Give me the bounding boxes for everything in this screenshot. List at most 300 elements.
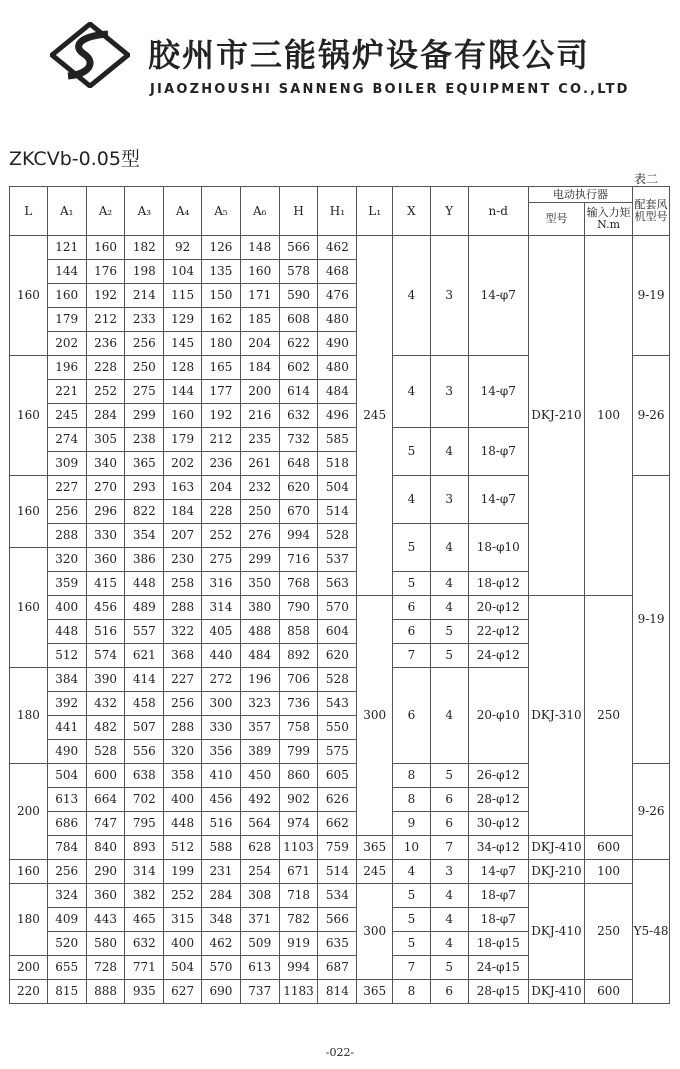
cell-A5: 456 <box>202 788 241 812</box>
cell-H1: 604 <box>318 620 357 644</box>
cell-act-model: DKJ-410 <box>528 884 584 980</box>
cell-A1: 221 <box>47 380 86 404</box>
cell-H: 902 <box>279 788 318 812</box>
cell-A5: 165 <box>202 356 241 380</box>
cell-A5: 231 <box>202 860 241 884</box>
col-H: H <box>279 187 318 236</box>
cell-A1: 202 <box>47 332 86 356</box>
cell-A3: 293 <box>125 476 164 500</box>
cell-A2: 840 <box>86 836 125 860</box>
page-number: -022- <box>325 1046 355 1059</box>
cell-X: 4 <box>393 356 431 428</box>
cell-A6: 160 <box>240 260 279 284</box>
col-A4: A₄ <box>164 187 202 236</box>
cell-A1: 320 <box>47 548 86 572</box>
cell-H: 578 <box>279 260 318 284</box>
cell-H1: 662 <box>318 812 357 836</box>
cell-nd: 18-φ7 <box>468 908 528 932</box>
cell-A2: 415 <box>86 572 125 596</box>
cell-H: 706 <box>279 668 318 692</box>
cell-A4: 144 <box>164 380 202 404</box>
cell-A3: 822 <box>125 500 164 524</box>
cell-H: 799 <box>279 740 318 764</box>
cell-nd: 14-φ7 <box>468 356 528 428</box>
cell-fan: 9-19 <box>633 236 670 356</box>
cell-A4: 252 <box>164 884 202 908</box>
cell-A4: 163 <box>164 476 202 500</box>
cell-H1: 468 <box>318 260 357 284</box>
cell-H: 790 <box>279 596 318 620</box>
cell-A2: 528 <box>86 740 125 764</box>
cell-A4: 104 <box>164 260 202 284</box>
cell-A5: 204 <box>202 476 241 500</box>
col-H1: H₁ <box>318 187 357 236</box>
cell-act-torque: 600 <box>585 836 633 860</box>
cell-L: 200 <box>10 956 48 980</box>
cell-act-torque: 250 <box>585 884 633 980</box>
cell-H: 1103 <box>279 836 318 860</box>
cell-Y: 5 <box>430 956 468 980</box>
cell-H1: 635 <box>318 932 357 956</box>
cell-A4: 160 <box>164 404 202 428</box>
cell-H1: 476 <box>318 284 357 308</box>
cell-L: 160 <box>10 860 48 884</box>
cell-Y: 4 <box>430 908 468 932</box>
cell-A3: 771 <box>125 956 164 980</box>
cell-nd: 14-φ7 <box>468 860 528 884</box>
cell-A5: 284 <box>202 884 241 908</box>
cell-Y: 4 <box>430 668 468 764</box>
cell-A3: 621 <box>125 644 164 668</box>
cell-A2: 212 <box>86 308 125 332</box>
cell-A2: 160 <box>86 236 125 260</box>
cell-A2: 284 <box>86 404 125 428</box>
cell-X: 10 <box>393 836 431 860</box>
cell-A1: 504 <box>47 764 86 788</box>
cell-A1: 227 <box>47 476 86 500</box>
cell-A4: 184 <box>164 500 202 524</box>
cell-A6: 492 <box>240 788 279 812</box>
cell-H: 602 <box>279 356 318 380</box>
cell-L1: 365 <box>357 836 393 860</box>
company-name-en: JIAOZHOUSHI SANNENG BOILER EQUIPMENT CO.,LTD <box>150 82 630 97</box>
cell-A4: 258 <box>164 572 202 596</box>
cell-H: 892 <box>279 644 318 668</box>
col-fan: 配套风机型号 <box>633 187 670 236</box>
cell-H1: 462 <box>318 236 357 260</box>
cell-A1: 400 <box>47 596 86 620</box>
cell-A1: 196 <box>47 356 86 380</box>
cell-H1: 537 <box>318 548 357 572</box>
cell-A4: 92 <box>164 236 202 260</box>
table-number: 表二 <box>634 172 659 186</box>
cell-A4: 400 <box>164 932 202 956</box>
cell-A3: 314 <box>125 860 164 884</box>
cell-A1: 686 <box>47 812 86 836</box>
cell-X: 7 <box>393 644 431 668</box>
cell-A2: 443 <box>86 908 125 932</box>
model-title: ZKCVb-0.05型 <box>9 148 140 170</box>
cell-A6: 185 <box>240 308 279 332</box>
cell-nd: 24-φ15 <box>468 956 528 980</box>
cell-A1: 359 <box>47 572 86 596</box>
cell-H: 566 <box>279 236 318 260</box>
cell-A6: 148 <box>240 236 279 260</box>
cell-Y: 4 <box>430 524 468 572</box>
cell-A4: 358 <box>164 764 202 788</box>
cell-A3: 238 <box>125 428 164 452</box>
cell-A6: 613 <box>240 956 279 980</box>
col-Y: Y <box>430 187 468 236</box>
cell-X: 8 <box>393 980 431 1004</box>
cell-A1: 409 <box>47 908 86 932</box>
col-A5: A₅ <box>202 187 241 236</box>
cell-A3: 935 <box>125 980 164 1004</box>
cell-H1: 528 <box>318 668 357 692</box>
table-row <box>10 236 670 260</box>
cell-H: 858 <box>279 620 318 644</box>
cell-H1: 566 <box>318 908 357 932</box>
cell-A2: 664 <box>86 788 125 812</box>
cell-nd: 18-φ15 <box>468 932 528 956</box>
cell-H1: 496 <box>318 404 357 428</box>
cell-A5: 252 <box>202 524 241 548</box>
cell-A2: 305 <box>86 428 125 452</box>
cell-A3: 702 <box>125 788 164 812</box>
cell-Y: 3 <box>430 860 468 884</box>
cell-H: 919 <box>279 932 318 956</box>
cell-L: 200 <box>10 764 48 860</box>
cell-A5: 330 <box>202 716 241 740</box>
cell-nd: 24-φ12 <box>468 644 528 668</box>
cell-A1: 274 <box>47 428 86 452</box>
cell-H: 718 <box>279 884 318 908</box>
cell-A5: 228 <box>202 500 241 524</box>
cell-X: 5 <box>393 572 431 596</box>
cell-A6: 488 <box>240 620 279 644</box>
cell-L: 160 <box>10 548 48 668</box>
cell-A3: 632 <box>125 932 164 956</box>
cell-L1: 245 <box>357 236 393 596</box>
cell-nd: 18-φ7 <box>468 884 528 908</box>
cell-A5: 462 <box>202 932 241 956</box>
cell-A1: 815 <box>47 980 86 1004</box>
cell-H: 632 <box>279 404 318 428</box>
cell-act-model: DKJ-210 <box>528 860 584 884</box>
cell-A4: 315 <box>164 908 202 932</box>
cell-A1: 144 <box>47 260 86 284</box>
cell-A1: 256 <box>47 860 86 884</box>
cell-A3: 382 <box>125 884 164 908</box>
cell-act-model: DKJ-210 <box>528 236 584 596</box>
cell-A4: 288 <box>164 596 202 620</box>
cell-A4: 322 <box>164 620 202 644</box>
cell-A2: 228 <box>86 356 125 380</box>
cell-A3: 365 <box>125 452 164 476</box>
cell-A6: 308 <box>240 884 279 908</box>
cell-A4: 128 <box>164 356 202 380</box>
cell-A1: 121 <box>47 236 86 260</box>
cell-nd: 22-φ12 <box>468 620 528 644</box>
cell-A5: 348 <box>202 908 241 932</box>
cell-A2: 236 <box>86 332 125 356</box>
cell-A4: 320 <box>164 740 202 764</box>
cell-A5: 516 <box>202 812 241 836</box>
company-logo-icon <box>50 22 130 88</box>
cell-Y: 5 <box>430 764 468 788</box>
cell-nd: 18-φ12 <box>468 572 528 596</box>
cell-H1: 480 <box>318 308 357 332</box>
cell-A5: 236 <box>202 452 241 476</box>
cell-Y: 3 <box>430 356 468 428</box>
cell-Y: 7 <box>430 836 468 860</box>
table-row <box>10 836 670 860</box>
cell-A3: 557 <box>125 620 164 644</box>
cell-A6: 628 <box>240 836 279 860</box>
cell-L: 160 <box>10 356 48 476</box>
cell-A4: 288 <box>164 716 202 740</box>
cell-act-model: DKJ-310 <box>528 596 584 836</box>
cell-Y: 5 <box>430 620 468 644</box>
cell-act-torque: 100 <box>585 236 633 596</box>
cell-A6: 184 <box>240 356 279 380</box>
cell-X: 4 <box>393 860 431 884</box>
cell-H: 860 <box>279 764 318 788</box>
cell-A6: 484 <box>240 644 279 668</box>
cell-A4: 256 <box>164 692 202 716</box>
cell-Y: 6 <box>430 788 468 812</box>
cell-L1: 365 <box>357 980 393 1004</box>
cell-X: 5 <box>393 884 431 908</box>
cell-A4: 207 <box>164 524 202 548</box>
cell-A4: 115 <box>164 284 202 308</box>
page-header <box>0 0 680 110</box>
cell-nd: 28-φ12 <box>468 788 528 812</box>
cell-A6: 380 <box>240 596 279 620</box>
cell-nd: 14-φ7 <box>468 476 528 524</box>
cell-H: 994 <box>279 524 318 548</box>
cell-A4: 400 <box>164 788 202 812</box>
cell-A6: 389 <box>240 740 279 764</box>
cell-A2: 290 <box>86 860 125 884</box>
cell-A6: 216 <box>240 404 279 428</box>
cell-H1: 626 <box>318 788 357 812</box>
cell-Y: 6 <box>430 812 468 836</box>
cell-A5: 570 <box>202 956 241 980</box>
cell-A4: 202 <box>164 452 202 476</box>
table-row <box>10 860 670 884</box>
cell-A6: 196 <box>240 668 279 692</box>
cell-A2: 252 <box>86 380 125 404</box>
cell-L: 160 <box>10 476 48 548</box>
table-row <box>10 980 670 1004</box>
cell-fan: 9-26 <box>633 764 670 860</box>
cell-H: 732 <box>279 428 318 452</box>
cell-A3: 250 <box>125 356 164 380</box>
cell-H1: 528 <box>318 524 357 548</box>
cell-A6: 250 <box>240 500 279 524</box>
cell-A5: 192 <box>202 404 241 428</box>
cell-H1: 759 <box>318 836 357 860</box>
cell-A5: 212 <box>202 428 241 452</box>
cell-L: 180 <box>10 668 48 764</box>
cell-H1: 620 <box>318 644 357 668</box>
cell-A2: 360 <box>86 548 125 572</box>
cell-A2: 456 <box>86 596 125 620</box>
cell-X: 9 <box>393 812 431 836</box>
cell-A2: 888 <box>86 980 125 1004</box>
cell-A4: 627 <box>164 980 202 1004</box>
cell-A1: 288 <box>47 524 86 548</box>
cell-A6: 232 <box>240 476 279 500</box>
cell-A4: 504 <box>164 956 202 980</box>
cell-X: 5 <box>393 428 431 476</box>
cell-L: 180 <box>10 884 48 956</box>
cell-nd: 26-φ12 <box>468 764 528 788</box>
cell-H1: 687 <box>318 956 357 980</box>
cell-H1: 575 <box>318 740 357 764</box>
cell-A5: 177 <box>202 380 241 404</box>
cell-A2: 360 <box>86 884 125 908</box>
cell-X: 8 <box>393 764 431 788</box>
cell-A2: 432 <box>86 692 125 716</box>
cell-H1: 585 <box>318 428 357 452</box>
cell-A3: 182 <box>125 236 164 260</box>
cell-X: 7 <box>393 956 431 980</box>
cell-A5: 135 <box>202 260 241 284</box>
cell-fan: 9-19 <box>633 476 670 764</box>
cell-Y: 4 <box>430 428 468 476</box>
cell-A5: 180 <box>202 332 241 356</box>
cell-A2: 516 <box>86 620 125 644</box>
cell-A6: 509 <box>240 932 279 956</box>
cell-A6: 450 <box>240 764 279 788</box>
cell-X: 6 <box>393 668 431 764</box>
cell-nd: 18-φ10 <box>468 524 528 572</box>
cell-A3: 275 <box>125 380 164 404</box>
cell-A2: 296 <box>86 500 125 524</box>
cell-A2: 482 <box>86 716 125 740</box>
cell-A2: 600 <box>86 764 125 788</box>
cell-H1: 605 <box>318 764 357 788</box>
cell-A5: 314 <box>202 596 241 620</box>
cell-nd: 14-φ7 <box>468 236 528 356</box>
cell-A5: 150 <box>202 284 241 308</box>
cell-A6: 737 <box>240 980 279 1004</box>
cell-A1: 448 <box>47 620 86 644</box>
col-A2: A₂ <box>86 187 125 236</box>
cell-A6: 357 <box>240 716 279 740</box>
cell-L1: 245 <box>357 860 393 884</box>
cell-A5: 272 <box>202 668 241 692</box>
cell-A6: 171 <box>240 284 279 308</box>
cell-act-torque: 250 <box>585 596 633 836</box>
cell-A2: 574 <box>86 644 125 668</box>
cell-A6: 261 <box>240 452 279 476</box>
cell-H1: 570 <box>318 596 357 620</box>
cell-A5: 405 <box>202 620 241 644</box>
cell-A1: 512 <box>47 644 86 668</box>
cell-H: 782 <box>279 908 318 932</box>
cell-A6: 350 <box>240 572 279 596</box>
cell-A4: 230 <box>164 548 202 572</box>
cell-H1: 514 <box>318 860 357 884</box>
cell-X: 8 <box>393 788 431 812</box>
cell-A4: 512 <box>164 836 202 860</box>
cell-A6: 200 <box>240 380 279 404</box>
cell-Y: 4 <box>430 596 468 620</box>
cell-H: 590 <box>279 284 318 308</box>
cell-Y: 5 <box>430 644 468 668</box>
table-row <box>10 884 670 908</box>
header-row-1 <box>10 187 670 203</box>
cell-A3: 489 <box>125 596 164 620</box>
cell-A5: 162 <box>202 308 241 332</box>
cell-X: 5 <box>393 908 431 932</box>
cell-H: 622 <box>279 332 318 356</box>
cell-A2: 176 <box>86 260 125 284</box>
cell-A5: 300 <box>202 692 241 716</box>
cell-H1: 504 <box>318 476 357 500</box>
cell-A2: 270 <box>86 476 125 500</box>
cell-A5: 316 <box>202 572 241 596</box>
cell-A3: 556 <box>125 740 164 764</box>
cell-A1: 384 <box>47 668 86 692</box>
table-row <box>10 596 670 620</box>
col-nd: n-d <box>468 187 528 236</box>
cell-nd: 30-φ12 <box>468 812 528 836</box>
cell-nd: 20-φ10 <box>468 668 528 764</box>
cell-A3: 198 <box>125 260 164 284</box>
cell-act-model: DKJ-410 <box>528 836 584 860</box>
cell-A5: 440 <box>202 644 241 668</box>
cell-nd: 18-φ7 <box>468 428 528 476</box>
cell-A6: 235 <box>240 428 279 452</box>
cell-L: 220 <box>10 980 48 1004</box>
cell-A1: 490 <box>47 740 86 764</box>
cell-H: 994 <box>279 956 318 980</box>
cell-A3: 893 <box>125 836 164 860</box>
cell-A5: 126 <box>202 236 241 260</box>
cell-Y: 4 <box>430 884 468 908</box>
cell-A2: 340 <box>86 452 125 476</box>
cell-A5: 588 <box>202 836 241 860</box>
cell-H1: 518 <box>318 452 357 476</box>
cell-A2: 580 <box>86 932 125 956</box>
cell-L: 160 <box>10 236 48 356</box>
cell-A3: 507 <box>125 716 164 740</box>
cell-H1: 480 <box>318 356 357 380</box>
cell-H: 716 <box>279 548 318 572</box>
cell-A4: 179 <box>164 428 202 452</box>
cell-A3: 233 <box>125 308 164 332</box>
cell-X: 6 <box>393 596 431 620</box>
cell-A3: 214 <box>125 284 164 308</box>
cell-A1: 441 <box>47 716 86 740</box>
cell-A6: 204 <box>240 332 279 356</box>
cell-H: 736 <box>279 692 318 716</box>
cell-H: 608 <box>279 308 318 332</box>
cell-A4: 199 <box>164 860 202 884</box>
cell-H: 974 <box>279 812 318 836</box>
company-name-cn: 胶州市三能锅炉设备有限公司 <box>148 36 591 74</box>
cell-X: 4 <box>393 236 431 356</box>
cell-nd: 28-φ15 <box>468 980 528 1004</box>
cell-A4: 129 <box>164 308 202 332</box>
cell-nd: 20-φ12 <box>468 596 528 620</box>
cell-A1: 245 <box>47 404 86 428</box>
cell-Y: 3 <box>430 476 468 524</box>
